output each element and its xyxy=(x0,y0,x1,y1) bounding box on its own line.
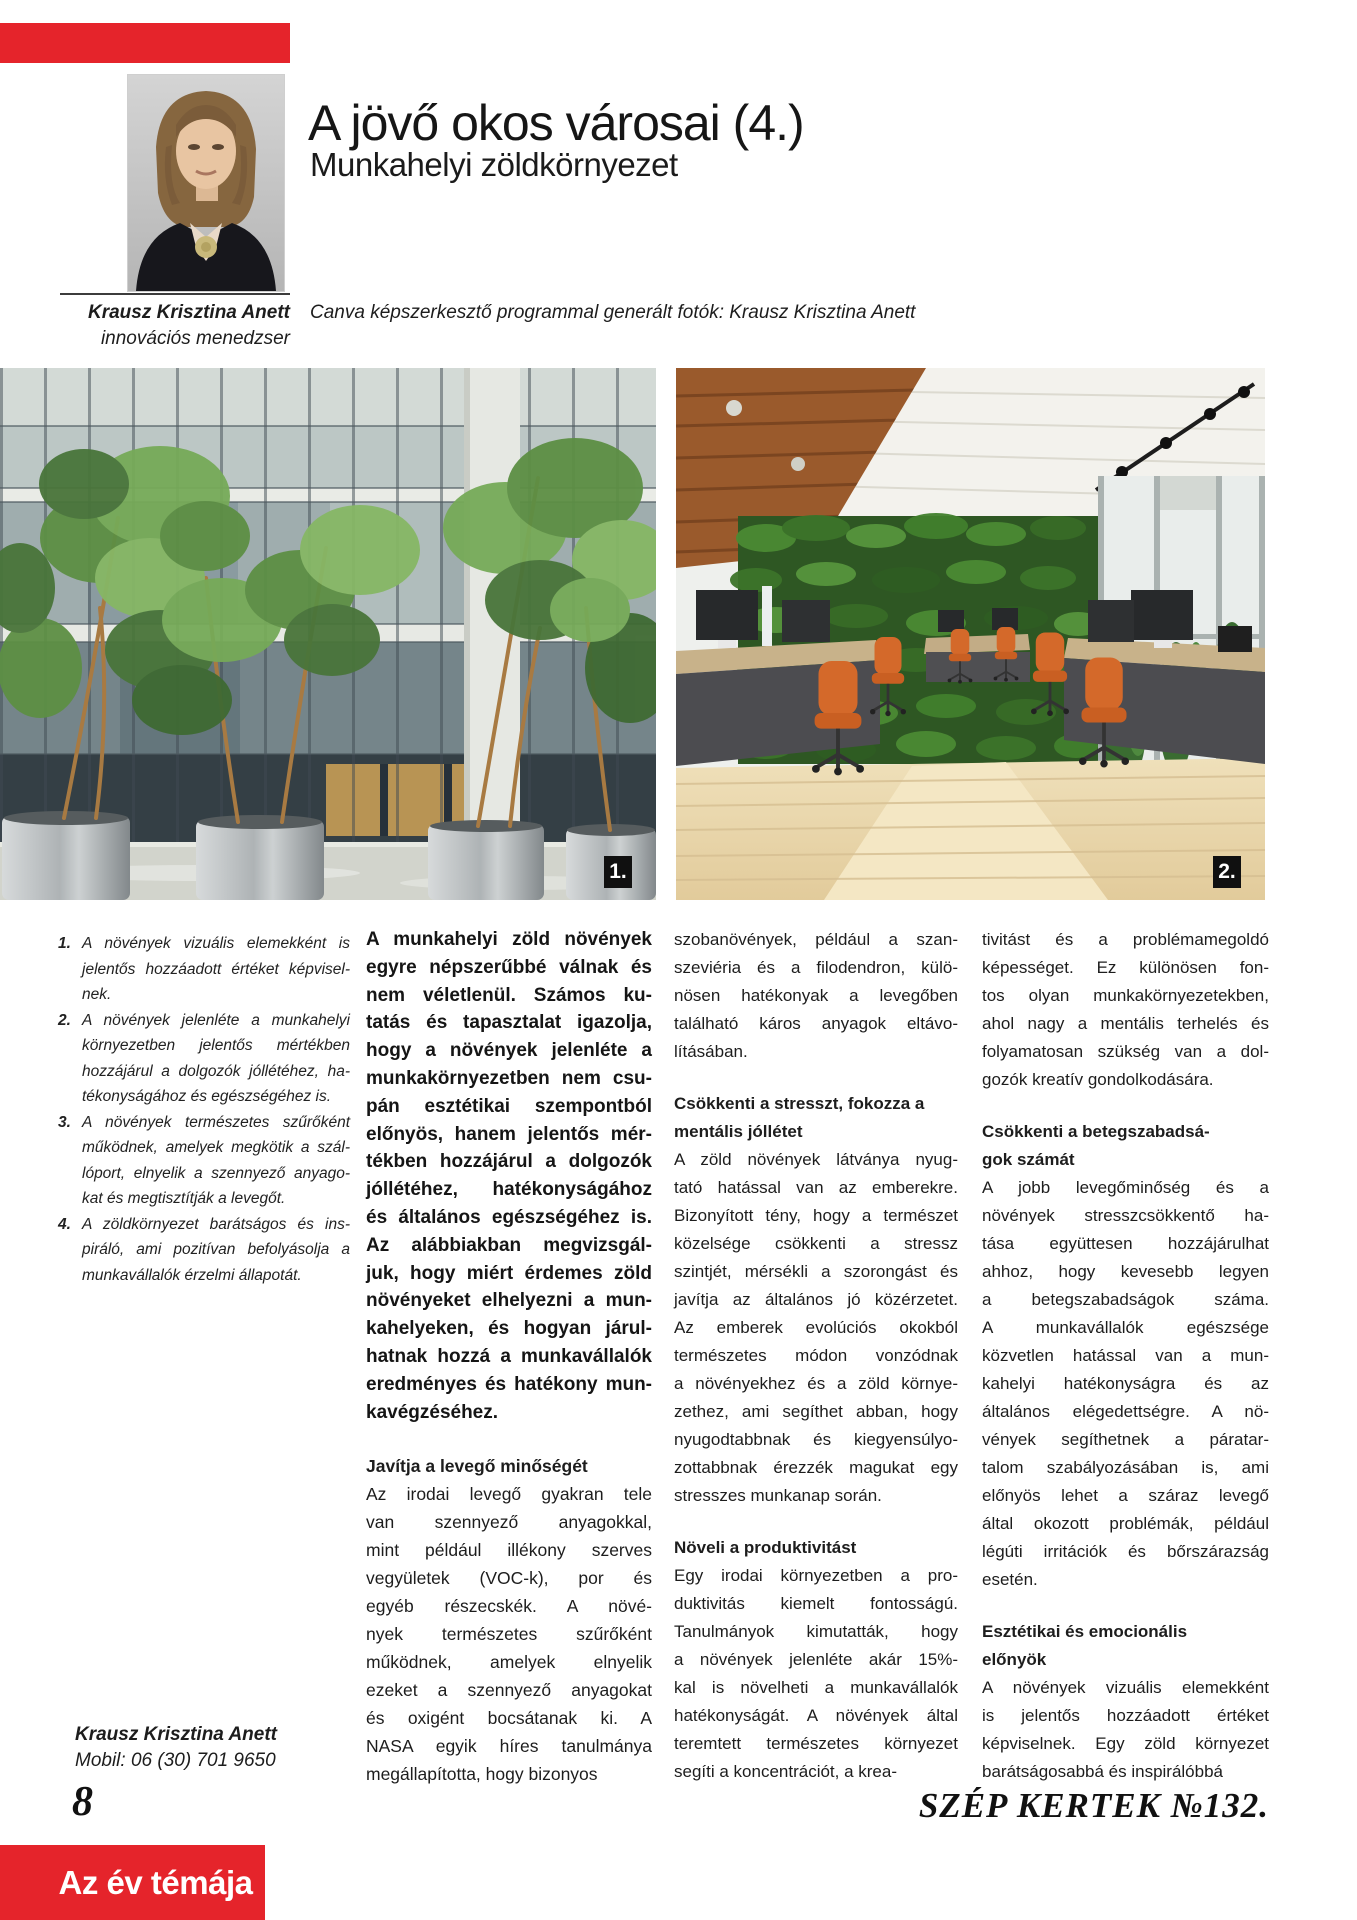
paragraph xyxy=(366,926,652,1426)
text-line: A jobb levegőminőség és a xyxy=(982,1178,1269,1197)
text-line: stresszes munkanap során. xyxy=(674,1486,882,1505)
text-line: képességet. Ez különösen fon- xyxy=(982,958,1269,977)
text-line: A zöldkörnyezet barátságos és ins- xyxy=(82,1215,350,1233)
paragraph xyxy=(674,1562,958,1786)
heading-line: Növeli a produktivitást xyxy=(674,1538,857,1557)
text-line: ahol nagy a mentális terhelés és xyxy=(982,1014,1269,1033)
paragraph xyxy=(982,926,1269,1094)
column-key-points-list xyxy=(58,931,350,1288)
text-line: A növények vizuális elemekként xyxy=(982,1678,1269,1697)
list-item xyxy=(58,1008,350,1110)
text-line: van szennyező anyagokkal, xyxy=(366,1512,652,1533)
text-line: tása együttesen hozzájárulhat xyxy=(982,1234,1269,1253)
list-item xyxy=(58,1212,350,1289)
text-line: zethez, ami segíthet abban, hogy xyxy=(674,1402,958,1421)
text-line: piráló, ami pozitívan befolyásolja a xyxy=(82,1241,350,1258)
author-portrait-photo xyxy=(127,74,285,292)
article-title: A jövő okos városai (4.) xyxy=(308,94,804,151)
text-line: egyre népszerűbbé válnak és xyxy=(366,956,652,978)
text-line: előnyös lehet a száraz levegő xyxy=(982,1486,1269,1505)
text-line: A zöld növények látványa nyug- xyxy=(674,1150,958,1169)
text-line: természetes módon vonzódnak xyxy=(674,1346,958,1365)
text-line: kavégzéséhez. xyxy=(366,1401,499,1423)
text-line: nek. xyxy=(82,986,112,1003)
text-line: munkavállalók érzelmi állapotát. xyxy=(82,1266,302,1284)
paragraph xyxy=(982,1174,1269,1594)
paragraph xyxy=(366,1480,652,1788)
text-line: folyamatosan szükség van a dol- xyxy=(982,1042,1269,1061)
photo-credit: Canva képszerkesztő programmal generált fotók: Krausz Krisztina Anett xyxy=(310,302,916,323)
text-line: A növények jelenléte a munkahelyi xyxy=(82,1011,350,1029)
list-number: 4. xyxy=(58,1215,71,1233)
section-heading xyxy=(982,1118,1269,1174)
column-lead-text xyxy=(366,926,652,1788)
contact-mobile: Mobil: 06 (30) 701 9650 xyxy=(75,1750,276,1771)
author-role: innovációs menedzser xyxy=(100,328,290,349)
magazine-issue: SZÉP KERTEK №132. xyxy=(918,1786,1269,1825)
text-line: növényeket elhelyezni a mun- xyxy=(366,1290,652,1312)
heading-line: Csökkenti a betegszabadsá- xyxy=(982,1122,1210,1141)
section-heading xyxy=(674,1534,958,1562)
text-line: közvetlen hatással van a mun- xyxy=(982,1346,1269,1365)
text-line: nyugodtabbnak és kiegyensúlyo- xyxy=(674,1430,958,1449)
atrium-trees-illustration xyxy=(0,368,656,900)
text-line: segíti a koncentrációt, a krea- xyxy=(674,1762,898,1781)
text-line: vegyületek (VOC-k), por és xyxy=(366,1568,652,1589)
heading-line: Csökkenti a stresszt, fokozza a xyxy=(674,1094,925,1113)
text-line: lóport, elnyelik a szennyező anyago- xyxy=(82,1164,350,1182)
text-line: hozzájárul a dolgozók jóllétéhez, ha- xyxy=(82,1062,350,1080)
author-divider-line xyxy=(60,293,290,295)
author-name: Krausz Krisztina Anett xyxy=(88,302,290,323)
paragraph xyxy=(982,1674,1269,1786)
text-line: teremtett természetes környezet xyxy=(674,1734,958,1753)
text-line: Egy irodai környezetben a pro- xyxy=(674,1566,958,1585)
text-line: mint például illékony szerves xyxy=(366,1540,652,1561)
text-line: vények segíthetnek a páratar- xyxy=(982,1430,1269,1449)
text-line: szobanövények, például a szan- xyxy=(674,930,958,949)
text-line: A munkavállalók egészsége xyxy=(982,1318,1269,1337)
column-body-text-2 xyxy=(982,926,1269,1786)
text-line: eredményes és hatékony mun- xyxy=(366,1373,652,1395)
column-body-text-1 xyxy=(674,926,958,1786)
text-line: juk, hogy miért érdemes zöld xyxy=(366,1262,652,1284)
text-line: hogy a növények jelenléte a xyxy=(366,1040,652,1062)
text-line: jóllétéhez, hatékonyságához xyxy=(366,1179,652,1201)
text-line: hatékonyságát. A növények által xyxy=(674,1706,958,1725)
text-line: A növények vizuális elemekként is xyxy=(82,935,350,952)
text-line: tatás és tapasztalat igazolja, xyxy=(366,1012,652,1034)
contact-name: Krausz Krisztina Anett xyxy=(75,1724,277,1745)
text-line: kahelyeken, és hogyan járul- xyxy=(366,1318,652,1340)
text-line: kat és megtisztítják a levegőt. xyxy=(82,1190,286,1207)
text-line: tékonyságához és egészségéhez is. xyxy=(82,1088,332,1105)
text-line: zottabbnak érezzék magukat egy xyxy=(674,1458,958,1477)
text-line: légúti irritációk és bőrszárazság xyxy=(982,1542,1269,1561)
text-line: is jelentős hozzáadott értéket xyxy=(982,1706,1269,1725)
heading-line: Javítja a levegő minőségét xyxy=(366,1456,588,1477)
text-line: növények stresszcsökkentő ha- xyxy=(982,1206,1269,1225)
top-red-bar xyxy=(0,23,290,63)
text-line: Az emberek evolúciós okokból xyxy=(674,1318,958,1337)
list-number: 1. xyxy=(58,935,71,952)
text-line: tos olyan munkakörnyezetekben, xyxy=(982,986,1269,1005)
text-line: kal is növelheti a munkavállalók xyxy=(674,1678,958,1697)
text-line: működnek, amelyek megkötik a szál- xyxy=(82,1139,350,1156)
list-item xyxy=(58,931,350,1008)
text-line: A növények természetes szűrőként xyxy=(82,1113,350,1131)
text-line: nösen hatékonyak a levegőben xyxy=(674,986,958,1005)
text-line: által okozott problémák, például xyxy=(982,1514,1269,1533)
list-number: 3. xyxy=(58,1113,71,1131)
text-line: a növények jelenléte akár 15%- xyxy=(674,1650,958,1669)
text-line: lításában. xyxy=(674,1042,748,1061)
text-line: talom szabályozásában is, ami xyxy=(982,1458,1269,1477)
text-line: környezetben jelentős mértékben xyxy=(82,1037,350,1054)
text-line: megállapította, hogy bizonyos xyxy=(366,1764,598,1785)
text-line: működnek, amelyek elnyelik xyxy=(366,1652,652,1673)
heading-line: Esztétikai és emocionális xyxy=(982,1622,1188,1641)
year-topic-banner xyxy=(0,1845,265,1920)
text-line: előnyös, hanem jelentős mér- xyxy=(366,1123,652,1145)
heading-line: gok számát xyxy=(982,1150,1075,1169)
list-item xyxy=(58,1110,350,1212)
text-line: munkakörnyezetben nem csu- xyxy=(366,1067,652,1089)
text-line: közelsége csökkenti a stressz xyxy=(674,1234,958,1253)
text-line: és oxigént bocsátanak ki. A xyxy=(366,1708,652,1729)
paragraph xyxy=(674,1146,958,1510)
photo-2 xyxy=(676,368,1265,900)
text-line: hatnak hozzá a munkavállalók xyxy=(366,1345,652,1367)
text-line: nyek természetes szűrőként xyxy=(366,1624,652,1645)
text-line: NASA egyik híres tanulmánya xyxy=(366,1736,652,1757)
portrait-illustration xyxy=(128,75,284,291)
text-line: szintjét, mérsékli a szorongást és xyxy=(674,1262,958,1281)
text-line: A munkahelyi zöld növények xyxy=(366,929,652,950)
section-heading xyxy=(674,1090,958,1146)
text-line: nem véletlenül. Számos ku- xyxy=(366,984,652,1006)
text-line: Bizonyított tény, hogy a természet xyxy=(674,1206,958,1225)
photo-number-label: 1. xyxy=(604,856,632,888)
heading-line: mentális jóllétet xyxy=(674,1122,803,1141)
text-line: Az alábbiakban megvizsgál- xyxy=(366,1234,652,1256)
text-line: szeviéria és a filodendron, külö- xyxy=(674,958,958,977)
text-line: a betegszabadságok száma. xyxy=(982,1290,1269,1309)
text-line: duktivitás kiemelt fontosságú. xyxy=(674,1594,958,1613)
section-heading xyxy=(366,1452,652,1480)
text-line: egyéb részecskék. A növé- xyxy=(366,1596,652,1617)
text-line: esetén. xyxy=(982,1570,1038,1589)
text-line: tivitást és a problémamegoldó xyxy=(982,930,1269,949)
text-line: található káros anyagok eltávo- xyxy=(674,1014,958,1033)
text-line: ahhoz, hogy kevesebb legyen xyxy=(982,1262,1269,1281)
text-line: Tanulmányok kimutatták, hogy xyxy=(674,1622,958,1641)
text-line: a növényekhez és a zöld környe- xyxy=(674,1374,958,1393)
text-line: jelentős hozzáadott értéket képvisel- xyxy=(82,960,350,978)
page-number: 8 xyxy=(72,1779,93,1825)
photo-1 xyxy=(0,368,656,900)
text-line: gozók kreatív gondolkodására. xyxy=(982,1070,1214,1089)
text-line: tató hatással van az emberekre. xyxy=(674,1178,958,1197)
text-line: ezeket a szennyező anyagokat xyxy=(366,1680,652,1701)
text-line: általános elégedettségre. A nö- xyxy=(982,1402,1269,1421)
text-line: kahelyi hatékonyságra és az xyxy=(982,1374,1269,1393)
text-line: képviselnek. Egy zöld környezet xyxy=(982,1734,1269,1753)
list-number: 2. xyxy=(58,1011,71,1029)
article-subtitle: Munkahelyi zöldkörnyezet xyxy=(310,146,678,184)
text-line: pán esztétikai szempontból xyxy=(366,1095,652,1117)
heading-line: előnyök xyxy=(982,1650,1047,1669)
photo-number-label: 2. xyxy=(1213,856,1241,888)
text-line: barátságosabbá és inspirálóbbá xyxy=(982,1762,1224,1781)
text-line: javítja az általános jó közérzetet. xyxy=(674,1290,958,1309)
paragraph xyxy=(674,926,958,1066)
green-wall-office-illustration xyxy=(676,368,1265,900)
text-line: és általános egészségéhez is. xyxy=(366,1206,652,1228)
section-heading xyxy=(982,1618,1269,1674)
year-topic-label: Az év témája xyxy=(58,1863,253,1901)
text-line: Az irodai levegő gyakran tele xyxy=(366,1484,652,1505)
text-line: tékben hozzájárul a dolgozók xyxy=(366,1151,652,1173)
